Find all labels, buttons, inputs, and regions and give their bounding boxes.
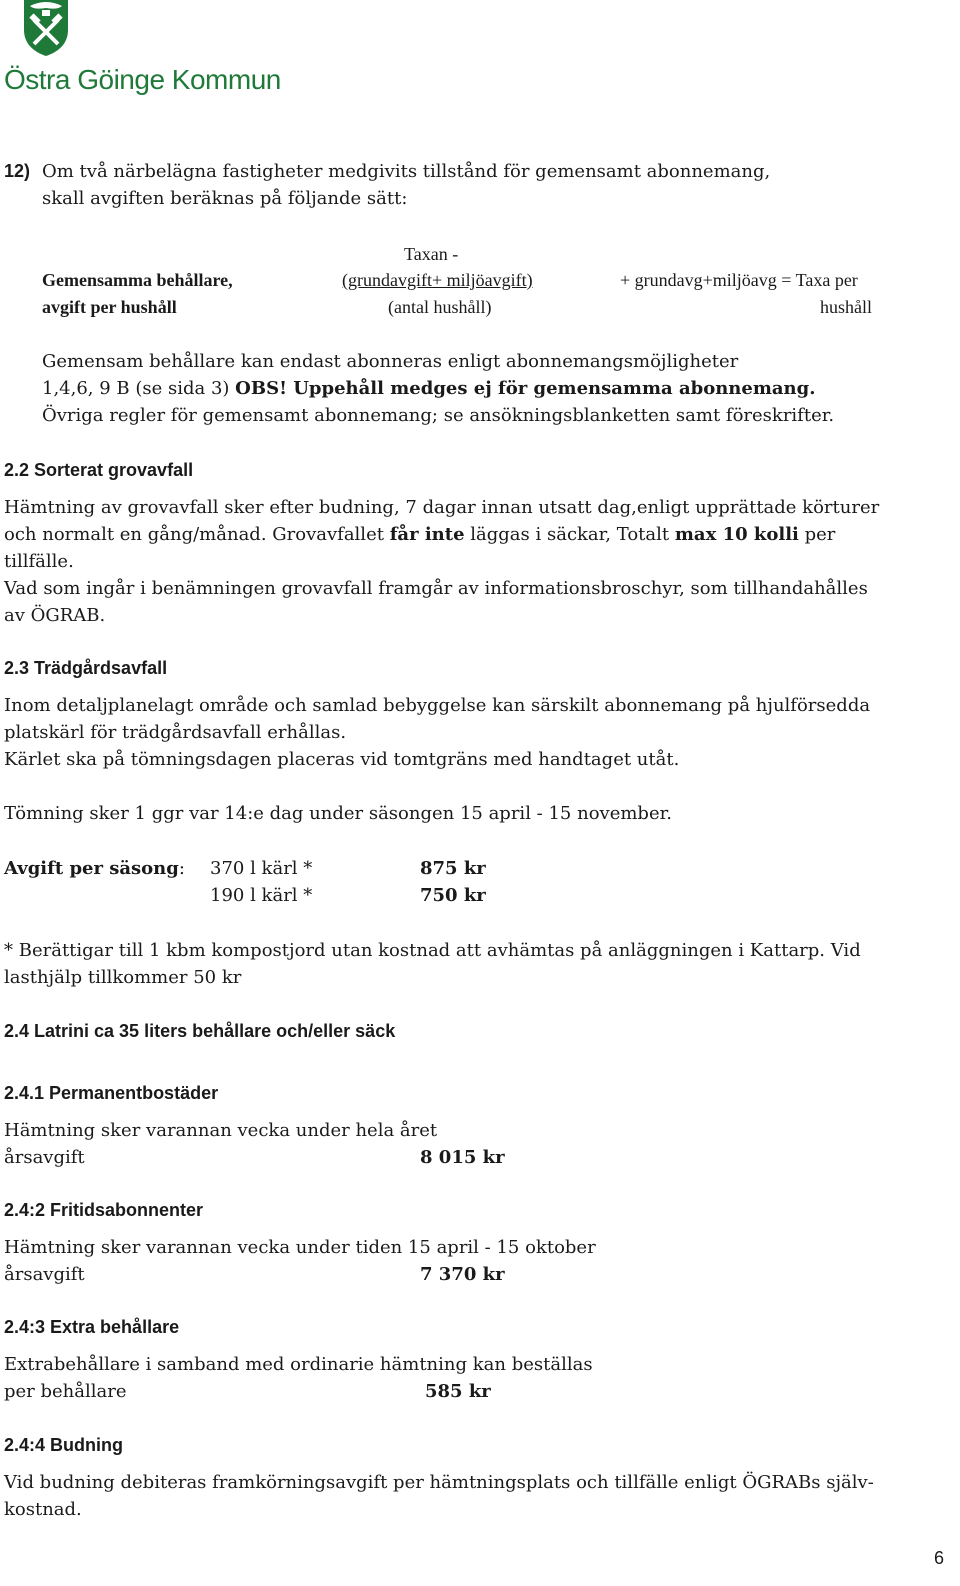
s23-line1: Inom detaljplanelagt område och samlad bebyggelse kan särskilt abonnemang på hjulförsedda <box>4 695 871 716</box>
formula-numerator: (grundavgift+ miljöavgift) <box>342 270 533 290</box>
formula-label-row1: Gemensamma behållare, <box>42 270 233 290</box>
heading-2-4-2: 2.4:2 Fritidsabonnenter <box>4 1200 204 1220</box>
price-row1-value: 875 kr <box>420 858 486 879</box>
municipality-logo <box>22 0 70 60</box>
s244-line2: kostnad. <box>4 1499 82 1520</box>
heading-2-3: 2.3 Trädgårdsavfall <box>4 658 168 678</box>
para-12-line2: skall avgiften beräknas på följande sätt: <box>42 188 408 209</box>
s243-price: 585 kr <box>425 1381 491 1402</box>
s22-l2b: får inte <box>389 524 465 545</box>
heading-2-4-4: 2.4:4 Budning <box>4 1435 124 1455</box>
gemensam-line3: Övriga regler för gemensamt abonnemang; se ansökningsblanketten samt föreskrifter. <box>42 405 835 426</box>
s241-line1: Hämtning sker varannan vecka under hela året <box>4 1120 438 1141</box>
page-number: 6 <box>934 1548 945 1568</box>
formula-taxan: Taxan - <box>404 244 459 264</box>
gemensam-obs: OBS! Uppehåll medges ej för gemensamma abonnemang. <box>235 378 816 399</box>
s23-note-line2: lasthjälp tillkommer 50 kr <box>4 967 242 988</box>
s243-line1: Extrabehållare i samband med ordinarie hämtning kan beställas <box>4 1354 593 1375</box>
coat-of-arms-icon <box>22 0 70 56</box>
heading-2-2: 2.2 Sorterat grovavfall <box>4 460 194 480</box>
s22-l2d: max 10 kolli <box>674 524 799 545</box>
s22-l2c: läggas i säckar, Totalt <box>464 524 675 545</box>
formula-denominator: (antal hushåll) <box>388 297 492 317</box>
para-12-number: 12) <box>4 161 31 181</box>
s22-l2a: och normalt en gång/månad. Grovavfallet <box>4 524 390 545</box>
formula-result-row1: + grundavg+miljöavg = Taxa per <box>620 270 858 290</box>
heading-2-4-3: 2.4:3 Extra behållare <box>4 1317 180 1337</box>
municipality-name: Östra Göinge Kommun <box>4 64 281 95</box>
price-row2-value: 750 kr <box>420 885 486 906</box>
avgift-colon: : <box>178 858 185 879</box>
s242-line1: Hämtning sker varannan vecka under tiden 15 april - 15 oktober <box>4 1237 596 1258</box>
s23-line3: Kärlet ska på tömningsdagen placeras vid tomtgräns med handtaget utåt. <box>4 749 680 770</box>
s244-line1: Vid budning debiteras framkörningsavgift per hämtningsplats och tillfälle enligt ÖGRABs själv- <box>4 1472 874 1493</box>
price-row1-item: 370 l kärl * <box>210 858 313 879</box>
s22-line5: av ÖGRAB. <box>4 605 106 626</box>
s241-price: 8 015 kr <box>420 1147 505 1168</box>
avgift-label-text: Avgift per säsong <box>4 858 179 879</box>
s22-line2 <box>4 521 835 548</box>
s23-note-line1: * Berättigar till 1 kbm kompostjord utan kostnad att avhämtas på anläggningen i Kattarp. Vid <box>4 940 861 961</box>
s22-line1: Hämtning av grovavfall sker efter budning, 7 dagar innan utsatt dag,enligt upprättade körturer <box>4 497 880 518</box>
s242-price: 7 370 kr <box>420 1264 505 1285</box>
gemensam-line2 <box>42 375 815 402</box>
para-12-line1: Om två närbelägna fastigheter medgivits tillstånd för gemensamt abonnemang, <box>42 161 771 182</box>
s243-label: per behållare <box>4 1381 127 1402</box>
s22-line3: tillfälle. <box>4 551 74 572</box>
s23-line2: platskärl för trädgårdsavfall erhållas. <box>4 722 347 743</box>
s22-l2e: per <box>798 524 836 545</box>
heading-2-4-1: 2.4.1 Permanentbostäder <box>4 1083 219 1103</box>
s241-label: årsavgift <box>4 1147 85 1168</box>
price-row2-item: 190 l kärl * <box>210 885 313 906</box>
gemensam-line2-text: 1,4,6, 9 B (se sida 3) <box>42 378 236 399</box>
gemensam-line1: Gemensam behållare kan endast abonneras enligt abonnemangsmöjligheter <box>42 351 739 372</box>
s242-label: årsavgift <box>4 1264 85 1285</box>
formula-result-row2: hushåll <box>820 297 872 317</box>
s22-line4: Vad som ingår i benämningen grovavfall framgår av informationsbroschyr, som tillhandahålles <box>4 578 868 599</box>
heading-2-4: 2.4 Latrini ca 35 liters behållare och/eller säck <box>4 1021 396 1041</box>
formula-label-row2: avgift per hushåll <box>42 297 177 317</box>
s23-line4: Tömning sker 1 ggr var 14:e dag under säsongen 15 april - 15 november. <box>4 803 672 824</box>
avgift-label <box>4 855 185 882</box>
